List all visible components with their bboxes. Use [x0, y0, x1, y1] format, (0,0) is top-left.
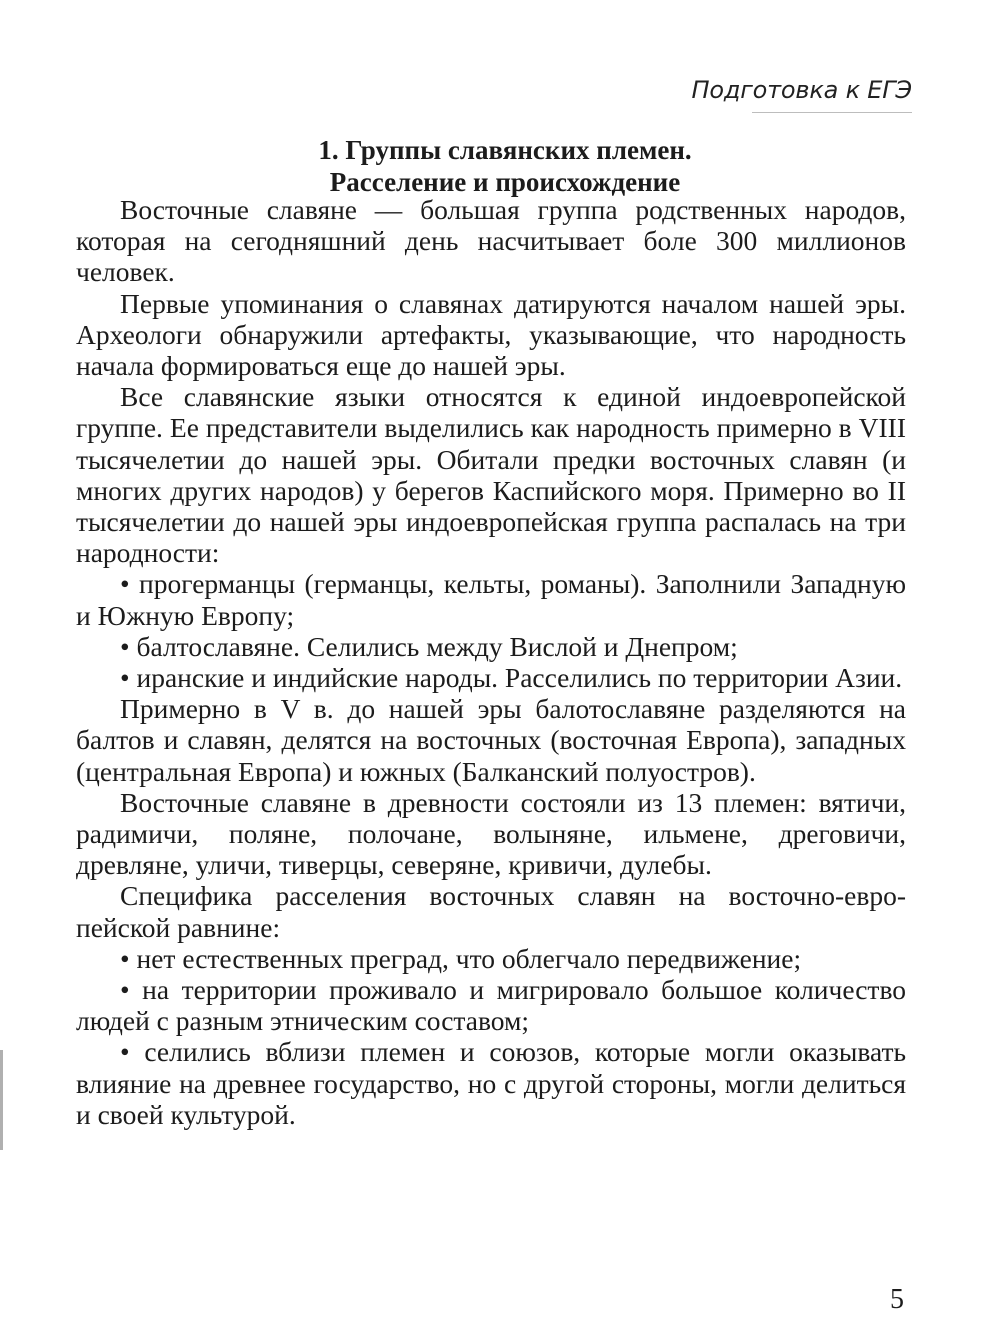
bullet-item: • прогерманцы (германцы, кельты, романы). Заполнили Западную и Южную Европу;: [76, 568, 906, 631]
section-title-line-1: 1. Группы славянских племен.: [318, 135, 692, 165]
bullet-item: • балтославяне. Селились между Вислой и Днепром;: [120, 630, 738, 662]
section-title-line-2: Расселение и происхождение: [329, 167, 681, 197]
page-number: 5: [890, 1284, 904, 1315]
section-title: [0, 134, 1000, 198]
paragraph: Примерно в V в. до нашей эры балотославяне разделяются на балтов и славян, делятся на восточных (восточная Европа), западных (центральная Европа) и южных (Балканский полуостров).: [76, 693, 906, 787]
paragraph: Все славянские языки относятся к единой индоевропейской группе. Ее представители выделились как народность примерно в VIII тысячелетии до нашей эры. Обитали предки восточных славян (и многих других народов) у берегов Каспийского моря. Примерно во II тысячелетии до нашей эры индоевропейская группа распалась на три народности:: [76, 381, 906, 569]
bullet-item: • селились вблизи племен и союзов, которые могли оказывать влияние на древнее государство, но с другой стороны, могли делиться и своей культурой.: [76, 1036, 906, 1130]
paragraph: Восточные славяне в древности состояли из 13 племен: вятичи, радимичи, поляне, полочане, волыняне, ильмене, дреговичи, древляне, уличи, тиверцы, северяне, кривичи, дулебы.: [76, 786, 906, 881]
paragraph: Первые упоминания о славянах датируются началом нашей эры. Археологи обнаружили артефакты, указывающие, что народность начала формироваться еще до нашей эры.: [76, 287, 906, 382]
bullet-item: • на территории проживало и мигрировало большое количество людей с разным этническим составом;: [76, 974, 906, 1037]
header-rule: [752, 112, 912, 113]
paragraph: Восточные славяне — большая группа родственных народов, которая на сегодняшний день насчитывает боле 300 миллионов человек.: [76, 194, 906, 288]
scan-edge-mark: [0, 1050, 3, 1150]
bullet-item: • иранские и индийские народы. Расселились по территории Азии.: [120, 662, 903, 694]
running-header: Подготовка к ЕГЭ: [691, 76, 912, 104]
body-text: [76, 194, 906, 1130]
paragraph: Специфика расселения восточных славян на восточно-европейской равнине:: [76, 880, 906, 943]
bullet-item: • нет естественных преград, что облегчало передвижение;: [120, 942, 802, 974]
